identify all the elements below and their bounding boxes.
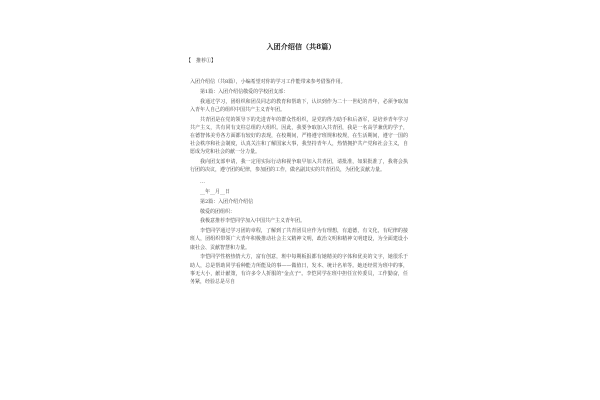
paragraph: 我通过学习，团组织和团员同志的教育和帮助下，认识到作为二十一世纪的青年，必须争取加入青年人自己的组织中国共产主义青年团。 [190,98,408,113]
paragraph: 共青团是在党的领导下的先进青年的群众性组织，是党的得力助手和后备军，是培养青年学习共产主义，共有同有支柱总组的大组织。因此，我要争取加入共青团，我是一名高学兼优的学子，在德智体美劳各方面都有较好的表现，在校期间，严格遵守班规和校规，在生活期间，遵守一国的社会秩序和社会制度，认真关注和了解国家大事，我坚持青年人，热情拥护共产党和社会主义，自愿成为党和社会的献一分力量。 [190,116,408,156]
salutation: 敬爱的团组织： [200,208,236,215]
section-2-heading: 第2篇：入团介绍介绍信 [200,198,254,205]
paragraph: 我向团支部申请，我一定用实际行动和视争取早加入共青团，请批准，如果批准了，我将会执行团的决议，遵守团的纪律，参加团的工作，做名副其实的共青团员，为团化贡献力量。 [190,159,408,174]
paragraph: 我极意推荐李恺同学加入中国共产主义青年团。 [200,218,306,225]
paragraph: 李恺同学通过学习团的章程，了解到了共青团员应作为有理想，有道德，有文化，有纪律的接班人，团组织带领广大青年积极推动社会主义精神文明，政治文明和精神文明建设，为全面建设小康社会、贡献智慧和力量。 [190,228,408,251]
paragraph: 李恺同学性格热情大方，富有创意，班中每期板报都有她精美的字体和优美的文字，她很乐于助人，总是帮助同学看种能力所能及的事——做值日，发本、统计名单等。她还经常为班中的事，事无大小，献计献策，有许多令人折服的"金点子"。李恺同学在班中担任宣传委员，工作勤奋，任务紧，经验总是尽自 [190,254,408,285]
document-title: 入团介绍信（共8篇） [266,42,336,51]
intro-paragraph: 入团介绍信（共8篇），小编希望对你的学习工作能带来参考借鉴作用。 [190,79,346,85]
date-line: __年__月__日 [200,189,231,195]
section-1-heading: 第1篇：入团介绍信敬爱的学校团支部： [200,88,289,95]
document-body [190,78,408,288]
recommend-tag: 【 推荐①】 [186,58,217,64]
document-page [186,38,416,400]
ellipsis: … [200,179,205,186]
